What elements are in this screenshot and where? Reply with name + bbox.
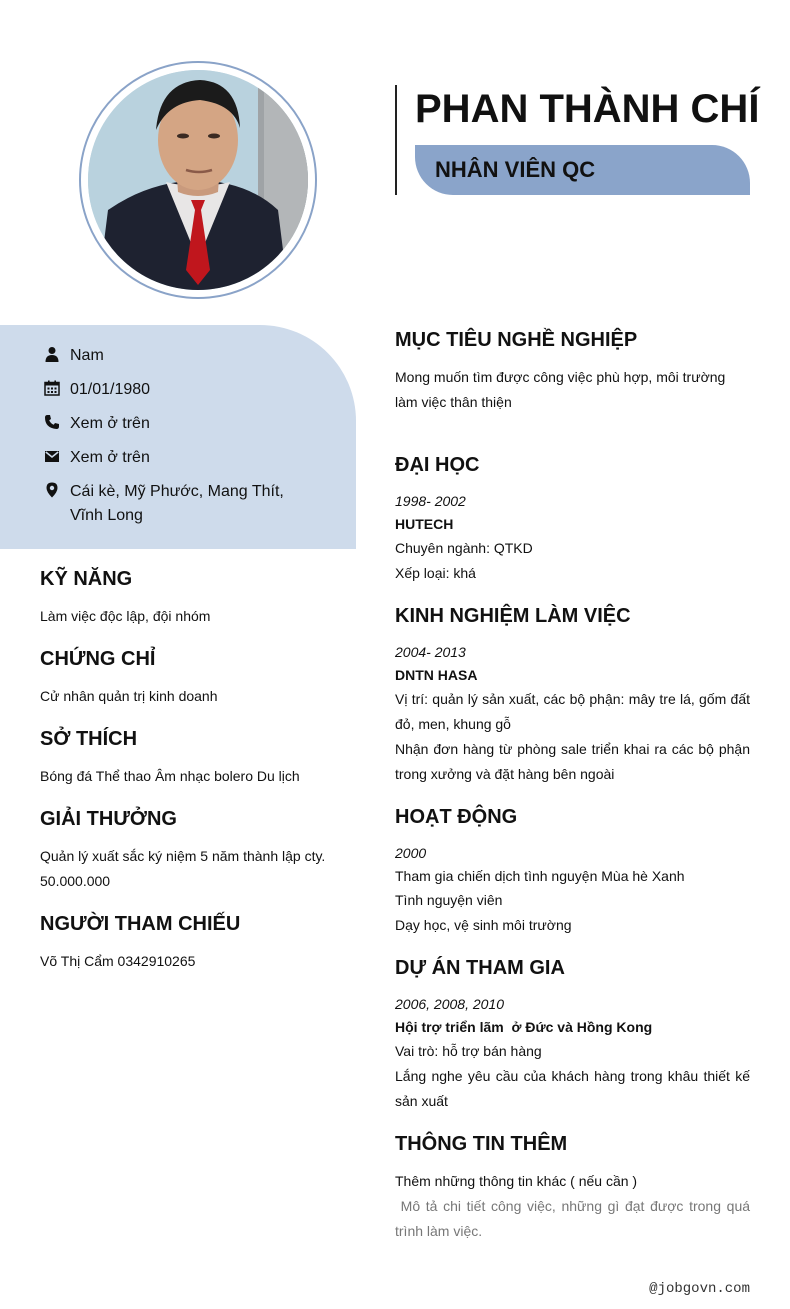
birthdate-value: 01/01/1980 <box>70 381 151 398</box>
awards-heading: GIẢI THƯỞNG <box>40 808 177 830</box>
gender-value: Nam <box>70 347 104 364</box>
email-value: Xem ở trên <box>70 449 150 466</box>
projects-heading: DỰ ÁN THAM GIA <box>395 957 565 979</box>
skills-text: Làm việc độc lập, đội nhóm <box>40 608 211 624</box>
contact-email <box>40 446 150 470</box>
mail-icon <box>40 446 64 466</box>
position-banner <box>415 145 750 195</box>
extra-heading: THÔNG TIN THÊM <box>395 1133 568 1155</box>
contact-gender <box>40 344 104 368</box>
watermark: @jobgovn.com <box>649 1281 750 1297</box>
phone-icon <box>40 412 64 432</box>
projects-name: Hội trợ triển lãm ở Đức và Hồng Kong <box>395 1019 653 1035</box>
activities-line-1: Tham gia chiến dịch tình nguyện Mùa hè Xanh <box>395 868 685 884</box>
certificates-heading: CHỨNG CHỈ <box>40 648 156 670</box>
education-period: 1998- 2002 <box>395 493 466 509</box>
activities-line-2: Tình nguyện viên <box>395 892 503 908</box>
contact-address <box>40 480 290 528</box>
references-text: Võ Thị Cẩm 0342910265 <box>40 953 196 969</box>
activities-line-3: Dạy học, vệ sinh môi trường <box>395 917 572 933</box>
experience-description-1: Vị trí: quản lý sản xuất, các bộ phận: mây tre lá, gốm đất đỏ, men, khung gỗ <box>395 691 750 732</box>
user-icon <box>40 344 64 364</box>
extra-line-2: Mô tả chi tiết công việc, những gì đạt được trong quá trình làm việc. <box>395 1198 754 1239</box>
contact-phone <box>40 412 150 436</box>
hobbies-heading: SỞ THÍCH <box>40 728 138 750</box>
projects-description: Lắng nghe yêu cầu của khách hàng trong khâu thiết kế sản xuất <box>395 1068 750 1109</box>
location-icon <box>40 480 64 500</box>
education-major: Chuyên ngành: QTKD <box>395 540 533 556</box>
activities-heading: HOẠT ĐỘNG <box>395 806 518 828</box>
skills-heading: KỸ NĂNG <box>40 568 133 590</box>
education-school: HUTECH <box>395 516 454 532</box>
header-divider <box>395 85 397 195</box>
portrait-photo <box>88 70 308 290</box>
extra-line-1: Thêm những thông tin khác ( nếu cần ) <box>395 1173 638 1189</box>
objective-heading: MỤC TIÊU NGHỀ NGHIỆP <box>395 329 638 351</box>
experience-period: 2004- 2013 <box>395 644 466 660</box>
position-title: NHÂN VIÊN QC <box>435 157 596 182</box>
education-heading: ĐẠI HỌC <box>395 454 480 476</box>
avatar <box>88 70 308 290</box>
projects-role: Vai trò: hỗ trợ bán hàng <box>395 1043 542 1059</box>
projects-period: 2006, 2008, 2010 <box>395 996 504 1012</box>
awards-text: Quản lý xuất sắc ký niệm 5 năm thành lập cty. 50.000.000 <box>40 848 326 889</box>
certificates-text: Cử nhân quản trị kinh doanh <box>40 688 218 704</box>
experience-heading: KINH NGHIỆM LÀM VIỆC <box>395 605 631 627</box>
contact-birthdate <box>40 378 150 402</box>
experience-description-2: Nhận đơn hàng từ phòng sale triển khai ra các bộ phận trong xưởng và đặt hàng bên ngoài <box>395 741 750 782</box>
calendar-icon <box>40 378 64 398</box>
experience-company: DNTN HASA <box>395 667 478 683</box>
activities-period: 2000 <box>395 845 427 861</box>
hobbies-text: Bóng đá Thể thao Âm nhạc bolero Du lịch <box>40 768 300 784</box>
objective-text: Mong muốn tìm được công việc phù hợp, môi trường làm việc thân thiện <box>395 369 726 410</box>
references-heading: NGƯỜI THAM CHIẾU <box>40 913 241 935</box>
address-value: Cái kè, Mỹ Phước, Mang Thít, Vĩnh Long <box>70 483 284 524</box>
candidate-name: PHAN THÀNH CHÍ <box>415 87 760 131</box>
phone-value: Xem ở trên <box>70 415 150 432</box>
education-grade: Xếp loại: khá <box>395 565 476 581</box>
